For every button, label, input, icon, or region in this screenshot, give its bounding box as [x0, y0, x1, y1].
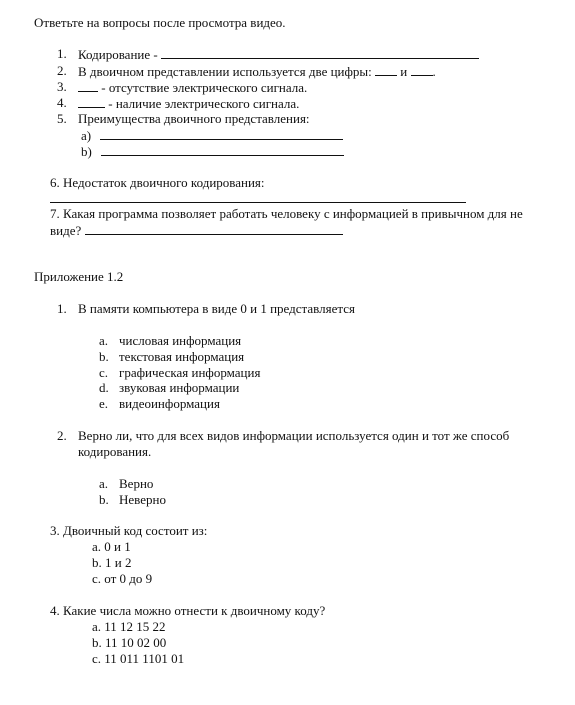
a3-option-b: b. 1 и 2	[92, 555, 132, 570]
q3-number: 3.	[57, 79, 67, 94]
q5-option-a-blank	[100, 127, 343, 140]
q2-blank-2	[411, 63, 433, 76]
a4-option-c: c. 11 011 1101 01	[92, 651, 185, 666]
a4-option-b: b. 11 10 02 00	[92, 635, 167, 650]
q3-label: - отсутствие электрического сигнала.	[101, 80, 308, 95]
a1-option-a-letter: a.	[99, 333, 109, 348]
a1-option-c-text: графическая информация	[119, 365, 261, 380]
q1-text	[78, 46, 479, 63]
q2-blank-1	[375, 63, 397, 76]
q2-period: .	[432, 64, 436, 79]
a4-text: 4. Какие числа можно отнести к двоичному коду?	[50, 603, 326, 618]
q7-line-1: 7. Какая программа позволяет работать человеку с информацией в привычном для не	[50, 206, 523, 221]
a3-option-a: a. 0 и 1	[92, 539, 131, 554]
q4-number: 4.	[57, 95, 67, 110]
q3-text	[78, 79, 307, 96]
q4-text	[78, 95, 299, 112]
q1-number: 1.	[57, 46, 67, 61]
q2-conjunction: и	[400, 64, 408, 79]
q5-option-a-letter: a)	[81, 128, 92, 143]
a1-option-a-text: числовая информация	[119, 333, 242, 348]
q5-number: 5.	[57, 111, 67, 126]
a3-option-c: c. от 0 до 9	[92, 571, 153, 586]
a2-text-line-1: Верно ли, что для всех видов информации используется один и тот же способ	[78, 428, 510, 443]
worksheet-header: Ответьте на вопросы после просмотра видео.	[34, 15, 286, 30]
q5-text: Преимущества двоичного представления:	[78, 111, 310, 126]
a2-option-b-text: Неверно	[119, 492, 166, 507]
q5-option-b-letter: b)	[81, 144, 92, 159]
q6-text: 6. Недостаток двоичного кодирования:	[50, 175, 265, 190]
a3-text: 3. Двоичный код состоит из:	[50, 523, 208, 538]
q2-label: В двоичном представлении используется две цифры:	[78, 64, 372, 79]
a1-option-b-letter: b.	[99, 349, 109, 364]
a1-option-d-text: звуковая информации	[119, 380, 240, 395]
a1-option-b-text: текстовая информация	[119, 349, 245, 364]
q6-answer-line	[50, 202, 466, 203]
a1-option-e-letter: e.	[99, 396, 109, 411]
q7-answer-blank	[85, 222, 343, 235]
q2-number: 2.	[57, 63, 67, 78]
q7-line-2	[50, 222, 343, 239]
q4-label: - наличие электрического сигнала.	[108, 96, 300, 111]
q1-answer-blank	[161, 46, 479, 59]
q7-label: виде?	[50, 223, 82, 238]
a2-number: 2.	[57, 428, 67, 443]
a1-option-d-letter: d.	[99, 380, 109, 395]
a2-option-b-letter: b.	[99, 492, 109, 507]
a1-text: В памяти компьютера в виде 0 и 1 представляется	[78, 301, 355, 316]
q2-text	[78, 63, 436, 80]
q1-label: Кодирование -	[78, 47, 158, 62]
q5-option-b-blank	[101, 143, 344, 156]
a1-option-e-text: видеоинформация	[119, 396, 220, 411]
q3-blank	[78, 79, 98, 92]
a2-text-line-2: кодирования.	[78, 444, 152, 459]
q5-option-b	[81, 143, 344, 160]
q4-blank	[78, 95, 105, 108]
a2-option-a-letter: a.	[99, 476, 109, 491]
a1-option-c-letter: c.	[99, 365, 109, 380]
a2-option-a-text: Верно	[119, 476, 154, 491]
q5-option-a	[81, 127, 343, 144]
appendix-title: Приложение 1.2	[34, 269, 124, 284]
a4-option-a: a. 11 12 15 22	[92, 619, 166, 634]
a1-number: 1.	[57, 301, 67, 316]
